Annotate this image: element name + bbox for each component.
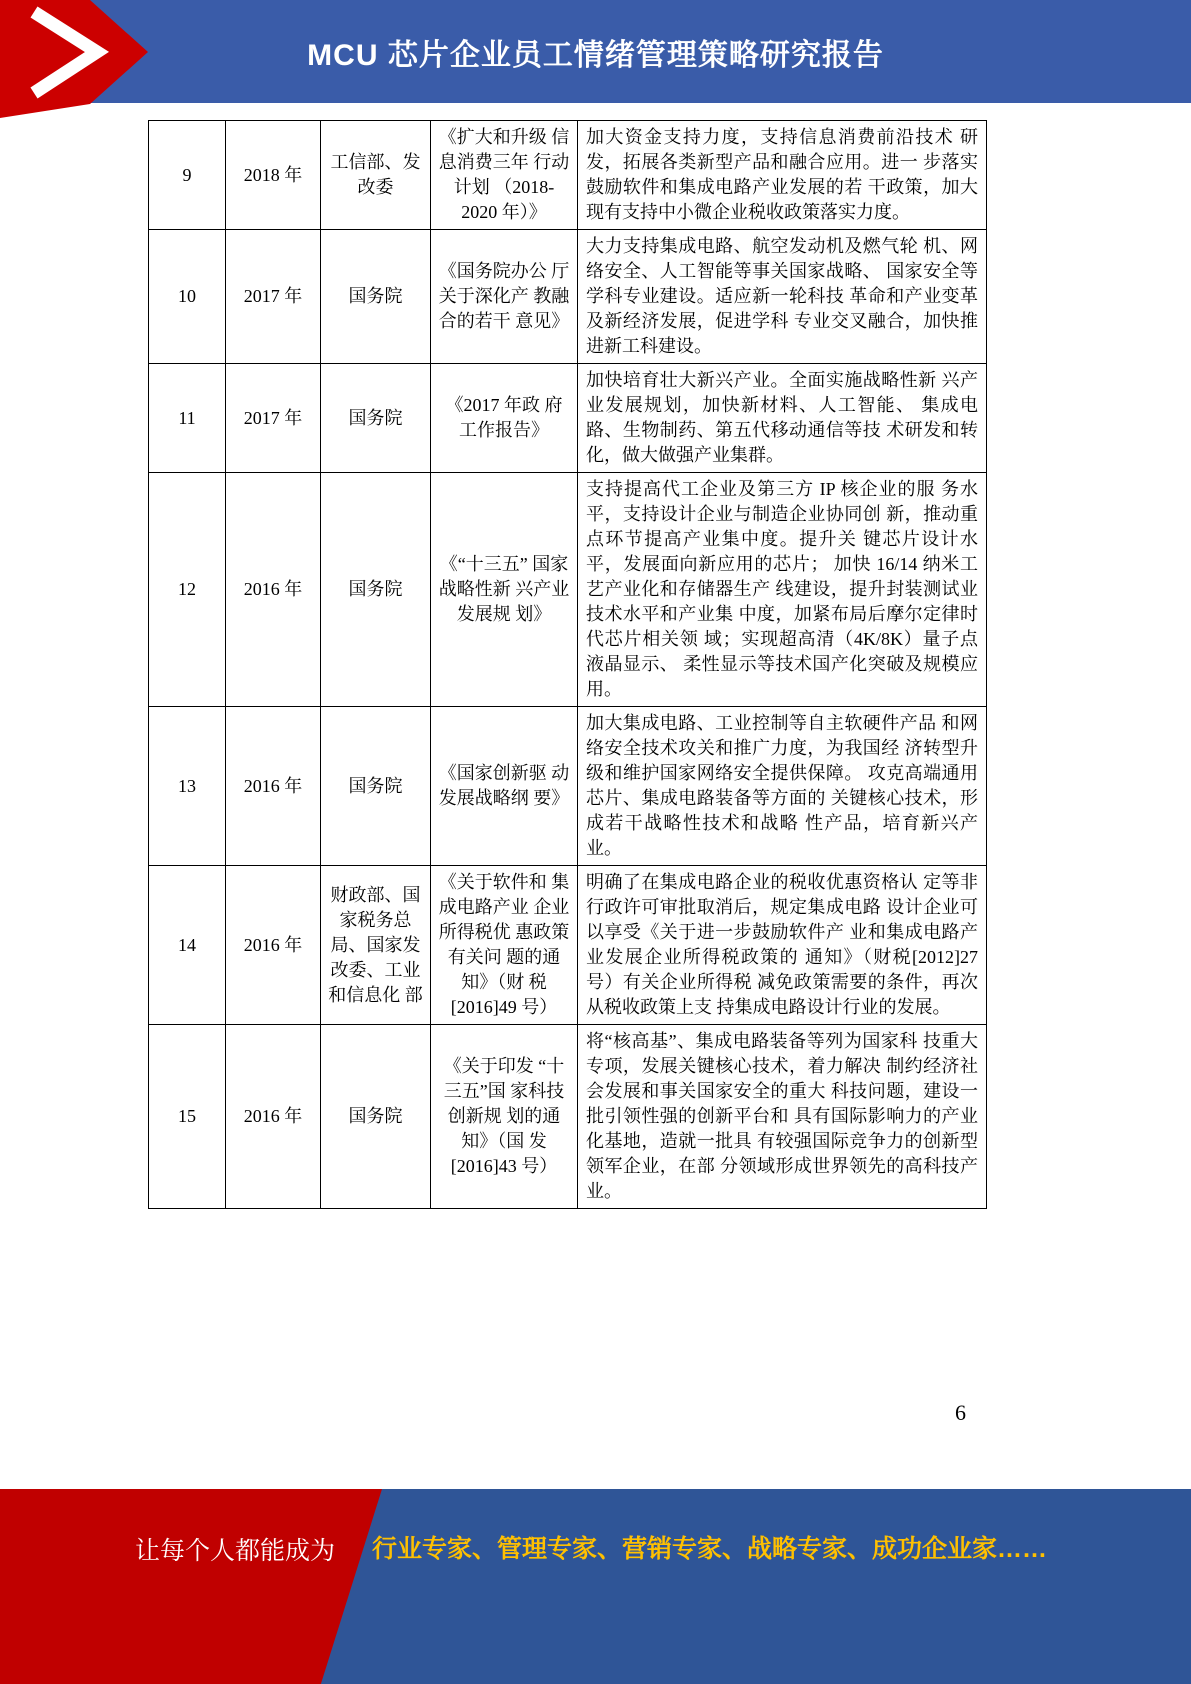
- policy-name-cell: 《关于印发 “十三五”国 家科技创新规 划的通知》（国 发[2016]43 号）: [431, 1025, 578, 1209]
- policy-content-cell: 支持提高代工企业及第三方 IP 核企业的服 务水平，支持设计企业与制造企业协同创 新，推动重点环节提高产业集中度。提升关 键芯片设计水平，发展面向新应用的芯片； 加快 16/14 纳米工艺产业化和存储器生产 线建设，提升封装测试业技术水平和产业集 中度，加紧布局后摩尔定律时代芯片相关领 域；实现超高清（4K/8K）量子点液晶显示、 柔性显示等技术国产化突破及规模应用。: [578, 473, 987, 707]
- table-row: [149, 364, 987, 473]
- agency-cell: 国务院: [321, 1025, 431, 1209]
- agency-cell: 财政部、国 家税务总 局、国家发 改委、工业 和信息化 部: [321, 866, 431, 1025]
- agency-cell: 工信部、发 改委: [321, 121, 431, 230]
- year-cell: 2017 年: [226, 364, 321, 473]
- policy-content-cell: 将“核高基”、集成电路装备等列为国家科 技重大专项，发展关键核心技术，着力解决 制约经济社会发展和事关国家安全的重大 科技问题，建设一批引领性强的创新平台和 具有国际影响力的产业化基地，造就一批具 有较强国际竞争力的创新型领军企业，在部 分领域形成世界领先的高科技产业。: [578, 1025, 987, 1209]
- table-row: [149, 866, 987, 1025]
- agency-cell: 国务院: [321, 230, 431, 364]
- policy-content-cell: 加快培育壮大新兴产业。全面实施战略性新 兴产业发展规划，加快新材料、人工智能、 集成电路、生物制药、第五代移动通信等技 术研发和转化，做大做强产业集群。: [578, 364, 987, 473]
- year-cell: 2018 年: [226, 121, 321, 230]
- row-number-cell: 12: [149, 473, 226, 707]
- table-row: [149, 230, 987, 364]
- year-cell: 2016 年: [226, 866, 321, 1025]
- agency-cell: 国务院: [321, 707, 431, 866]
- policy-content-cell: 加大集成电路、工业控制等自主软硬件产品 和网络安全技术攻关和推广力度，为我国经 济转型升级和维护国家网络安全提供保障。 攻克高端通用芯片、集成电路装备等方面的 关键核心技术，形成若干战略性技术和战略 性产品，培育新兴产业。: [578, 707, 987, 866]
- footer-slogan-right: 行业专家、管理专家、营销专家、战略专家、成功企业家……: [372, 1535, 1048, 1563]
- agency-cell: 国务院: [321, 364, 431, 473]
- year-cell: 2016 年: [226, 473, 321, 707]
- table-row: [149, 1025, 987, 1209]
- table-row: [149, 473, 987, 707]
- row-number-cell: 13: [149, 707, 226, 866]
- row-number-cell: 10: [149, 230, 226, 364]
- policy-name-cell: 《国家创新驱 动发展战略纲 要》: [431, 707, 578, 866]
- row-number-cell: 11: [149, 364, 226, 473]
- policy-content-cell: 大力支持集成电路、航空发动机及燃气轮 机、网络安全、人工智能等事关国家战略、 国家安全等学科专业建设。适应新一轮科技 革命和产业变革及新经济发展，促进学科 专业交叉融合，加快推进新工科建设。: [578, 230, 987, 364]
- policy-content-cell: 加大资金支持力度，支持信息消费前沿技术 研发，拓展各类新型产品和融合应用。进一 步落实鼓励软件和集成电路产业发展的若 干政策，加大现有支持中小微企业税收政策落实力度。: [578, 121, 987, 230]
- year-cell: 2017 年: [226, 230, 321, 364]
- page-number: 6: [955, 1400, 966, 1425]
- year-cell: 2016 年: [226, 707, 321, 866]
- footer-band: [0, 1489, 1191, 1684]
- policy-table: [148, 120, 987, 1209]
- row-number-cell: 9: [149, 121, 226, 230]
- policy-name-cell: 《国务院办公 厅关于深化产 教融合的若干 意见》: [431, 230, 578, 364]
- row-number-cell: 14: [149, 866, 226, 1025]
- agency-cell: 国务院: [321, 473, 431, 707]
- table-row: [149, 707, 987, 866]
- red-chevron-arrow-icon: [0, 0, 180, 131]
- policy-content-cell: 明确了在集成电路企业的税收优惠资格认 定等非行政许可审批取消后，规定集成电路 设计企业可以享受《关于进一步鼓励软件产 业和集成电路产业发展企业所得税政策的 通知》（财税[2012]27 号）有关企业所得税 减免政策需要的条件，再次从税收政策上支 持集成电路设计行业的发展。: [578, 866, 987, 1025]
- table-row: [149, 121, 987, 230]
- footer-slogan-left: 让每个人都能成为: [135, 1537, 336, 1565]
- footer-red-shape: [0, 1489, 382, 1684]
- year-cell: 2016 年: [226, 1025, 321, 1209]
- row-number-cell: 15: [149, 1025, 226, 1209]
- policy-name-cell: 《2017 年政 府工作报告》: [431, 364, 578, 473]
- policy-name-cell: 《关于软件和 集成电路产业 企业所得税优 惠政策有关问 题的通知》（财 税[2016]49 号）: [431, 866, 578, 1025]
- policy-name-cell: 《“十三五” 国家战略性新 兴产业发展规 划》: [431, 473, 578, 707]
- policy-name-cell: 《扩大和升级 信息消费三年 行动计划 （2018-2020 年）》: [431, 121, 578, 230]
- report-title: MCU 芯片企业员工情绪管理策略研究报告: [307, 38, 884, 72]
